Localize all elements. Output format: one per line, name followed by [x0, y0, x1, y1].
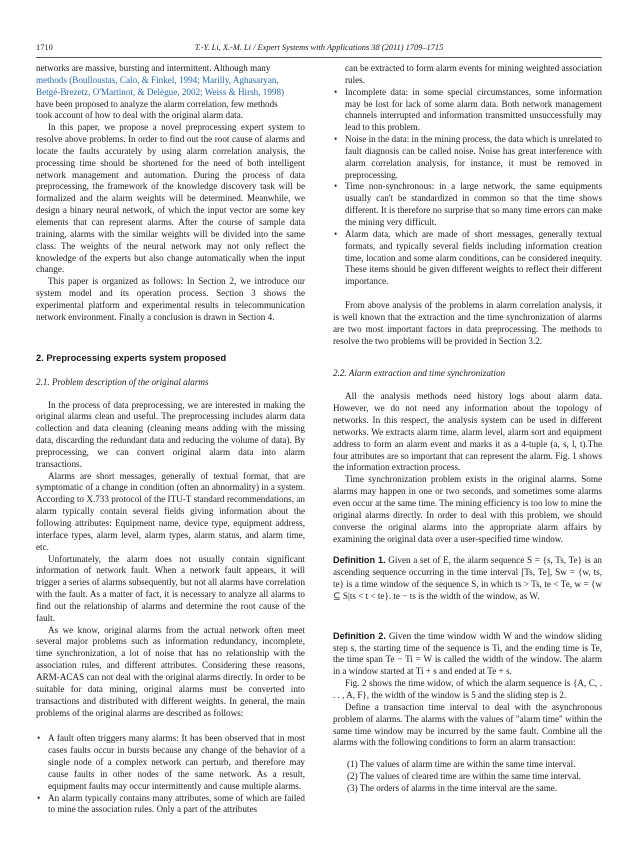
s21-paragraph-1: In the process of data preprocessing, we are interested in making the original alarms clean and useful. The preprocessing includes alarm data collection and data cleaning (cleaning means adding with the missing data, discarding the redundant data and reducing the volume of data). By preprocessing, we can convert original alarm data into alarm transactions. — [36, 399, 305, 469]
definition-2-label: Definition 2. — [333, 630, 386, 641]
section-2-heading: 2. Preprocessing experts system proposed — [36, 352, 227, 363]
left-column — [36, 63, 305, 816]
definition-1-label: Definition 1. — [333, 555, 386, 566]
subsection-2-2-heading: 2.2. Alarm extraction and time synchronization — [333, 368, 506, 379]
intro-paragraph-2: In this paper, we propose a novel preprocessing expert system to resolve above problems. In order to find out the root cause of alarms and locate the faults accurately by using alarm correlation analysis, the processing time should be shortened for the need of both intelligent network management and automation. During the process of data preprocessing, the framework of the knowledge discovery task will be formalized and the alarm weights will be determined. Meanwhile, we design a binary neural network, of which the input vector are some key elements that can represent alarms. After the course of sample data training, alarms with the similar weights will be divided into the same class. The weights of the neural network may not only reflect the knowledge of the experts but also change automatically when the input change. — [36, 122, 305, 275]
list-item: (1) The values of alarm time are within the same time interval. — [347, 759, 576, 770]
s22-paragraph-1: All the analysis methods need history logs about alarm data. However, we do not need any information about the topology of networks. In this respect, the analysis system can be used in different networks. We extracts alarm time, alarm level, alarm sort and equipment address to form an alarm event and marks it as a 4-tuple (a, s, l, t).The four attributes are so important that can represent the alarm. Fig. 1 shows the information extraction process. — [333, 391, 602, 473]
intro-paragraph-continued — [36, 63, 305, 122]
page-number: 1710 — [36, 43, 53, 52]
definition-2-text: Given the time window width W and the window sliding step s, the starting time of the sequence is Ti, and the ending time is Te, the time span Te − Ti = W is called the width of the window. The alarm in a window started at Ti + s and ended at Te + s. — [333, 630, 602, 677]
problem-list — [36, 733, 305, 816]
list-item: • Noise in the data: in the mining process, the data which is unrelated to fault diagnosis can be called noise. Noise has great interference with alarm correlation analysis, for instance, it must be removed in preprocessing. — [333, 134, 602, 181]
problem-list-2 — [333, 87, 602, 288]
list-item: • Alarm data, which are made of short messages, generally textual formats, and typically several fields including information creation time, location and some alarm conditions, can be considered inequity. These items should be given different weights to reflect their different importance. — [333, 229, 602, 288]
subsection-2-1-heading: 2.1. Problem description of the original alarms — [36, 376, 209, 387]
intro-paragraph-3: This paper is organized as follows: In Section 2, we introduce our system model and its operation process. Section 3 shows the experimental platform and experimental results in telecommunication network environment. Finally a conclusion is drawn in Section 4. — [36, 276, 305, 322]
list-item-continued — [333, 63, 602, 87]
summary-paragraph: From above analysis of the problems in alarm correlation analysis, it is well known that the extraction and the time synchronization of alarms are two most important factors in data preprocessing. The methods to resolve the two problems will be provided in Section 3.2. — [333, 300, 602, 346]
s21-paragraph-4: As we know, original alarms from the actual network often meet several major problems such as information redundancy, incomplete, time synchronization, a lot of noise that has no relationship with the association rules, and different attributes. Considering these reasons, ARM-ACAS can not deal with the original alarms directly. In order to be suitable for data mining, original alarms must be converted into transactions and distributed with different weights. In general, the main problems of the original alarms are described as follows: — [36, 624, 305, 718]
citation-link[interactable]: Betgé-Brezetz, O'Martinot, & Delègue, 2002; Weiss & Hirsh, 1998) — [36, 86, 285, 97]
conditions-list — [333, 759, 602, 795]
right-column — [333, 63, 602, 795]
list-item: • An alarm typically contains many attributes, some of which are failed to mine the association rules. Only a part of the attributes — [36, 793, 305, 817]
citation-link[interactable]: methods (Boulloustas, Calo, & Finkel, 1994; Marilly, Aghasaryan, — [36, 74, 279, 85]
definition-1 — [333, 555, 602, 602]
text-line: networks are massive, bursting and intermittent. Although many — [36, 63, 271, 73]
text: can be extracted to form alarm events for mining weighted association rules. — [345, 63, 602, 85]
s21-paragraph-2: Alarms are short messages, generally of textual format, that are symptomatic of a change in condition (often an abnormality) in a system. According to X.733 protocol of the ITU-T standard recommendations, an alarm typically contain several fields giving information about the following attributes: Equipment name, device type, equipment address, interface types, alarm level, alarm types, alarm status, and alarm time, etc. — [36, 470, 305, 552]
problem-list-continued — [333, 63, 602, 87]
running-header — [36, 41, 602, 55]
figure-2-paragraph: Fig. 2 shows the time widow, of which the alarm sequence is {A, C, . . . , A, F}, the width of the window is 5 and the sliding step is 2. — [333, 678, 602, 700]
definition-1-text: Given a set of E, the alarm sequence S = {s, Ts, Te} is an ascending sequence occurring in the time interval [Ts, Te], Sw = {w, ts, te} is a time window of the sequence S, in which ts > Ts, te < Te, w = {w ⊆ S|ts < t < te}. te − ts is the width of the window, as W. — [333, 555, 602, 601]
text-line: took account of how to deal with the original alarm data. — [36, 110, 244, 121]
list-item: • A fault often triggers many alarms: It has been observed that in most cases faults occur in bursts because any change of the behavior of a single node of a complex network can perturb, and therefore may cause faults in other nodes of the same network. As a result, equipment faults may occur intermittently and cause multiple alarms. — [36, 733, 305, 792]
transaction-paragraph: Define a transaction time interval to deal with the asynchronous problem of alarms. The alarms with the values of "alarm time" within the same time window may be incurred by the same fault. Combine all the alarms with the following conditions to form an alarm transaction: — [333, 701, 602, 748]
journal-citation: T.-Y. Li, X.-M. Li / Expert Systems with Applications 38 (2011) 1709–1715 — [194, 43, 444, 52]
definition-2 — [333, 631, 602, 678]
list-item: (3) The orders of alarms in the time interval are the same. — [347, 782, 558, 793]
header-rule — [36, 57, 602, 58]
s22-paragraph-2: Time synchronization problem exists in the original alarms. Some alarms may happen in one or two seconds, and sometimes some alarms even occur at the same time. The mining efficiency is too low to mine the original alarms directly. In order to deal with this problem, we should converse the original alarms into the appropriate alarm affairs by examining the original data over a user-specified time window. — [333, 474, 602, 544]
list-item: • Incomplete data: in some special circumstances, some information may be lost for lack of some alarm data. Both network management channels interrupted and information transmitted unsuccessfully may lead to this problem. — [333, 87, 602, 134]
list-item: • Time non-synchronous: in a large network, the same equipments usually can't be standardized in common so that the time shows different. It is therefore no surprise that so many time errors can make the mining very difficult. — [333, 181, 602, 228]
s21-paragraph-3: Unfortunately, the alarm does not usually contain significant information of network fault. When a network fault appears, it will trigger a series of alarms subsequently, but not all alarms have correlation with the fault. As a matter of fact, it is necessary to analyze all alarms to find out the relationship of alarms and determine the root cause of the fault. — [36, 553, 306, 623]
text-line: have been proposed to analyze the alarm correlation, few methods — [36, 98, 278, 109]
list-item: (2) The values of cleared time are within the same time interval. — [347, 771, 581, 782]
